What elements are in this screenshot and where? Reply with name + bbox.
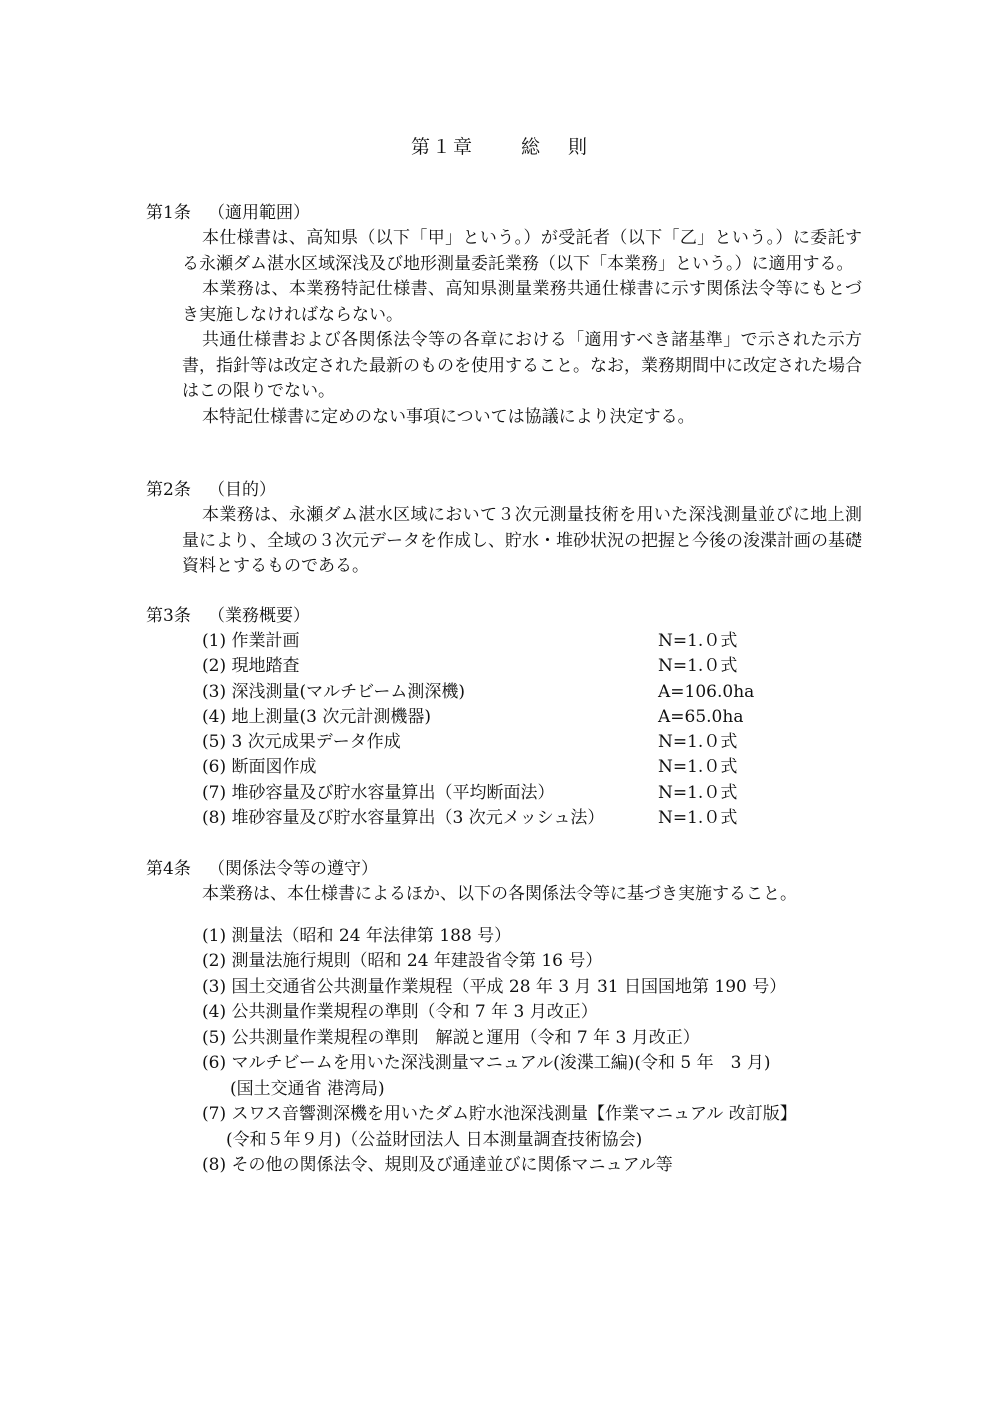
law-list [202, 924, 866, 1179]
law-item [202, 949, 866, 975]
article-1-paragraph-1: 本仕様書は、高知県（以下「甲」という。）が受託者（以下「乙」という。）に委託する永瀬ダム湛水区域深浅及び地形測量委託業務（以下「本業務」という。）に適用する。 [182, 228, 862, 274]
work-item-quantity: A=106.0ha [658, 681, 755, 702]
work-item [202, 781, 866, 806]
law-item-text: (8) その他の関係法令、規則及び通達並びに関係マニュアル等 [202, 1155, 673, 1175]
work-item-list [202, 629, 866, 831]
article-1-number: 第1条 [146, 203, 191, 223]
work-item-label: (1) 作業計画 [202, 631, 300, 651]
work-item-quantity: N=1.０式 [658, 656, 738, 677]
article-2-title: （目的） [208, 480, 276, 500]
article-2-paragraph-1: 本業務は、永瀬ダム湛水区域において３次元測量技術を用いた深浅測量並びに地上測量により、全域の３次元データを作成し、貯水・堆砂状況の把握と今後の浚渫計画の基礎資料とするものである。 [182, 505, 862, 576]
work-item [202, 730, 866, 755]
law-item [202, 1102, 866, 1153]
law-item [202, 1051, 866, 1102]
work-item [202, 755, 866, 780]
work-item [202, 806, 866, 831]
work-item [202, 705, 866, 730]
chapter-title: 第１章 総 則 [410, 136, 590, 158]
work-item-quantity: N=1.０式 [658, 757, 738, 778]
work-item-quantity: N=1.０式 [658, 732, 738, 753]
law-item-text: (6) マルチビームを用いた深浅測量マニュアル(浚渫工編)(令和 5 年 3 月) [202, 1053, 771, 1073]
article-2-number: 第2条 [146, 480, 191, 500]
law-item [202, 1026, 866, 1052]
article-4-number: 第4条 [146, 859, 191, 879]
law-item [202, 1000, 866, 1026]
article-1-heading [146, 200, 866, 226]
article-2-heading [146, 477, 866, 503]
article-1-paragraph-4: 本特記仕様書に定めのない事項については協議により決定する。 [202, 406, 695, 427]
article-1 [146, 200, 866, 430]
article-3-heading [146, 603, 866, 629]
article-4-intro: 本業務は、本仕様書によるほか、以下の各関係法令等に基づき実施すること。 [202, 884, 797, 904]
law-item-text: (1) 測量法（昭和 24 年法律第 188 号） [202, 925, 512, 946]
work-item-quantity: N=1.０式 [658, 782, 738, 803]
work-item-label: (3) 深浅測量(マルチビーム測深機) [202, 681, 466, 702]
article-1-paragraph-2: 本業務は、本業務特記仕様書、高知県測量業務共通仕様書に示す関係法令等にもとづき実施しなければならない。 [182, 279, 862, 325]
law-item-text: (2) 測量法施行規則（昭和 24 年建設省令第 16 号） [202, 951, 603, 971]
law-item [202, 1153, 866, 1179]
work-item-label: (5) 3 次元成果データ作成 [202, 732, 401, 753]
article-3-title: （業務概要） [208, 606, 310, 626]
work-item-label: (8) 堆砂容量及び貯水容量算出（3 次元メッシュ法） [202, 808, 605, 829]
work-item-quantity: N=1.０式 [658, 631, 738, 651]
law-item-text: (4) 公共測量作業規程の準則（令和 7 年 3 月改正） [202, 1002, 598, 1022]
work-item-quantity: N=1.０式 [658, 808, 738, 829]
work-item-label: (6) 断面図作成 [202, 757, 317, 778]
work-item [202, 654, 866, 679]
law-item-text: (7) スワス音響測深機を用いたダム貯水池深浅測量【作業マニュアル 改訂版】 [202, 1104, 797, 1124]
article-4 [146, 856, 866, 1179]
article-3 [146, 603, 866, 831]
work-item-label: (7) 堆砂容量及び貯水容量算出（平均断面法） [202, 782, 555, 803]
law-item [202, 975, 866, 1001]
article-4-title: （関係法令等の遵守） [208, 859, 378, 879]
article-1-paragraph-3: 共通仕様書および各関係法令等の各章における「適用すべき諸基準」で示された示方書，指針等は改定された最新のものを使用すること。なお，業務期間中に改定された場合はこの限りでない。 [182, 330, 862, 401]
article-2 [146, 477, 866, 580]
article-3-number: 第3条 [146, 606, 191, 626]
work-item-label: (2) 現地踏査 [202, 656, 300, 677]
work-item-label: (4) 地上測量(3 次元計測機器) [202, 706, 431, 727]
article-4-heading [146, 856, 866, 882]
law-item [202, 924, 866, 950]
law-item-continuation: (国土交通省 港湾局) [230, 1078, 385, 1099]
article-1-title: （適用範囲） [208, 203, 310, 223]
law-item-text: (5) 公共測量作業規程の準則 解説と運用（令和 7 年 3 月改正） [202, 1027, 700, 1048]
work-item-quantity: A=65.0ha [658, 706, 744, 727]
work-item [202, 680, 866, 705]
law-item-continuation: (令和５年９月)（公益財団法人 日本測量調査技術協会) [226, 1129, 643, 1150]
work-item [202, 629, 866, 654]
law-item-text: (3) 国土交通省公共測量作業規程（平成 28 年 3 月 31 日国国地第 190 号） [202, 976, 787, 997]
